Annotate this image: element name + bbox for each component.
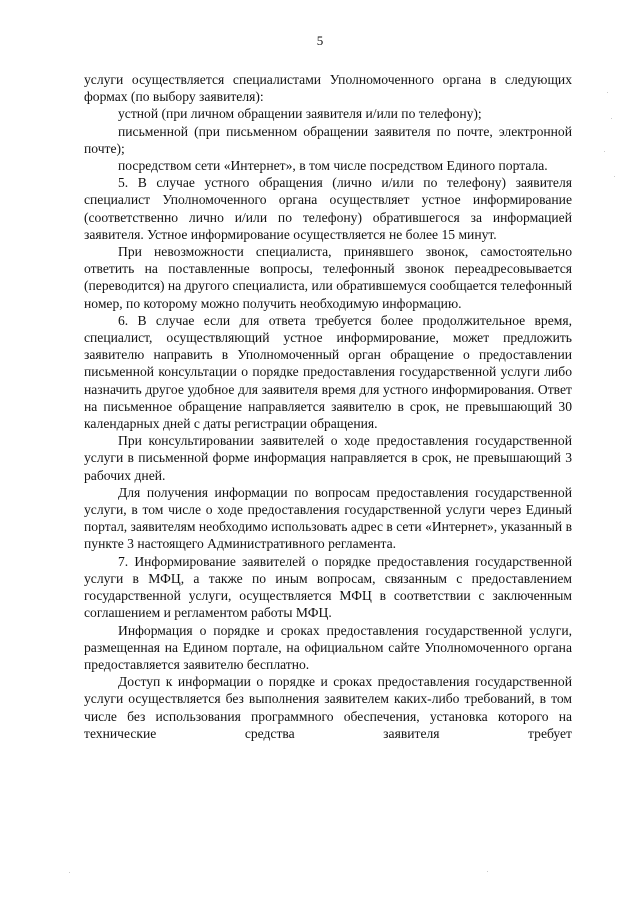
paragraph: 5. В случае устного обращения (лично и/или по телефону) заявителя специалист Уполномоченного органа осуществляет устное информирование (соответственно лично и/или по телефону) обратившегося за информацией заявителя. Устное информирование осуществляется не более 15 минут. xyxy=(84,175,572,242)
paragraph: Информация о порядке и сроках предоставления государственной услуги, размещенная на Едином портале, на официальном сайте Уполномоченного органа предоставляется заявителю бесплатно. xyxy=(84,622,572,672)
scan-speck xyxy=(611,118,612,119)
paragraph: При невозможности специалиста, принявшего звонок, самостоятельно ответить на поставленные вопросы, телефонный звонок переадресовывается (переводится) на другого специалиста, или обратившемуся сообщается телефонный номер, по которому можно получить необходимую информацию. xyxy=(84,244,573,311)
paragraph: Для получения информации по вопросам предоставления государственной услуги, в том числе о ходе предоставления государственной услуги через Единый портал, заявителям необходимо использовать адрес в сети «Интернет», указанный в пункте 3 настоящего Административного регламента. xyxy=(84,484,572,552)
paragraph: письменной (при письменном обращении заявителя по почте, электронной почте); xyxy=(84,123,572,156)
paragraph: 7. Информирование заявителей о порядке предоставления государственной услуги в МФЦ, а также по иным вопросам, связанным с предоставлением государственной услуги, осуществляется МФЦ в соответствии с заключенным соглашением и регламентом работы МФЦ. xyxy=(84,553,572,621)
scan-speck xyxy=(614,176,615,177)
paragraph: 6. В случае если для ответа требуется более продолжительное время, специалист, осуществляющий устное информирование, может предложить заявителю направить в Уполномоченный орган обращение о предоставлении письменной консультации о порядке предоставления государственной услуги либо назначить другое удобное для заявителя время для устного информирования. Ответ на письменное обращение направляется заявителю в срок, не превышающий 30 календарных дней с даты регистрации обращения. xyxy=(84,312,572,432)
paragraph: устной (при личном обращении заявителя и/или по телефону); xyxy=(118,106,482,122)
paragraph: услуги осуществляется специалистами Уполномоченного органа в следующих формах (по выбору заявителя): xyxy=(84,72,572,105)
paragraph: При консультировании заявителей о ходе предоставления государственной услуги в письменной форме информация направляется в срок, не превышающий 3 рабочих дней. xyxy=(84,433,572,483)
scan-speck xyxy=(487,871,488,872)
scan-speck xyxy=(69,872,70,873)
scan-speck xyxy=(604,151,605,152)
paragraph: Доступ к информации о порядке и сроках предоставления государственной услуги осуществляется без выполнения заявителем каких-либо требований, в том числе без использования программного обеспечения, установка которого на технические средства заявителя требует xyxy=(84,674,572,741)
scan-speck xyxy=(607,92,608,93)
paragraph: посредством сети «Интернет», в том числе посредством Единого портала. xyxy=(118,158,548,174)
page-number: 5 xyxy=(316,33,324,48)
document-body xyxy=(84,71,572,742)
